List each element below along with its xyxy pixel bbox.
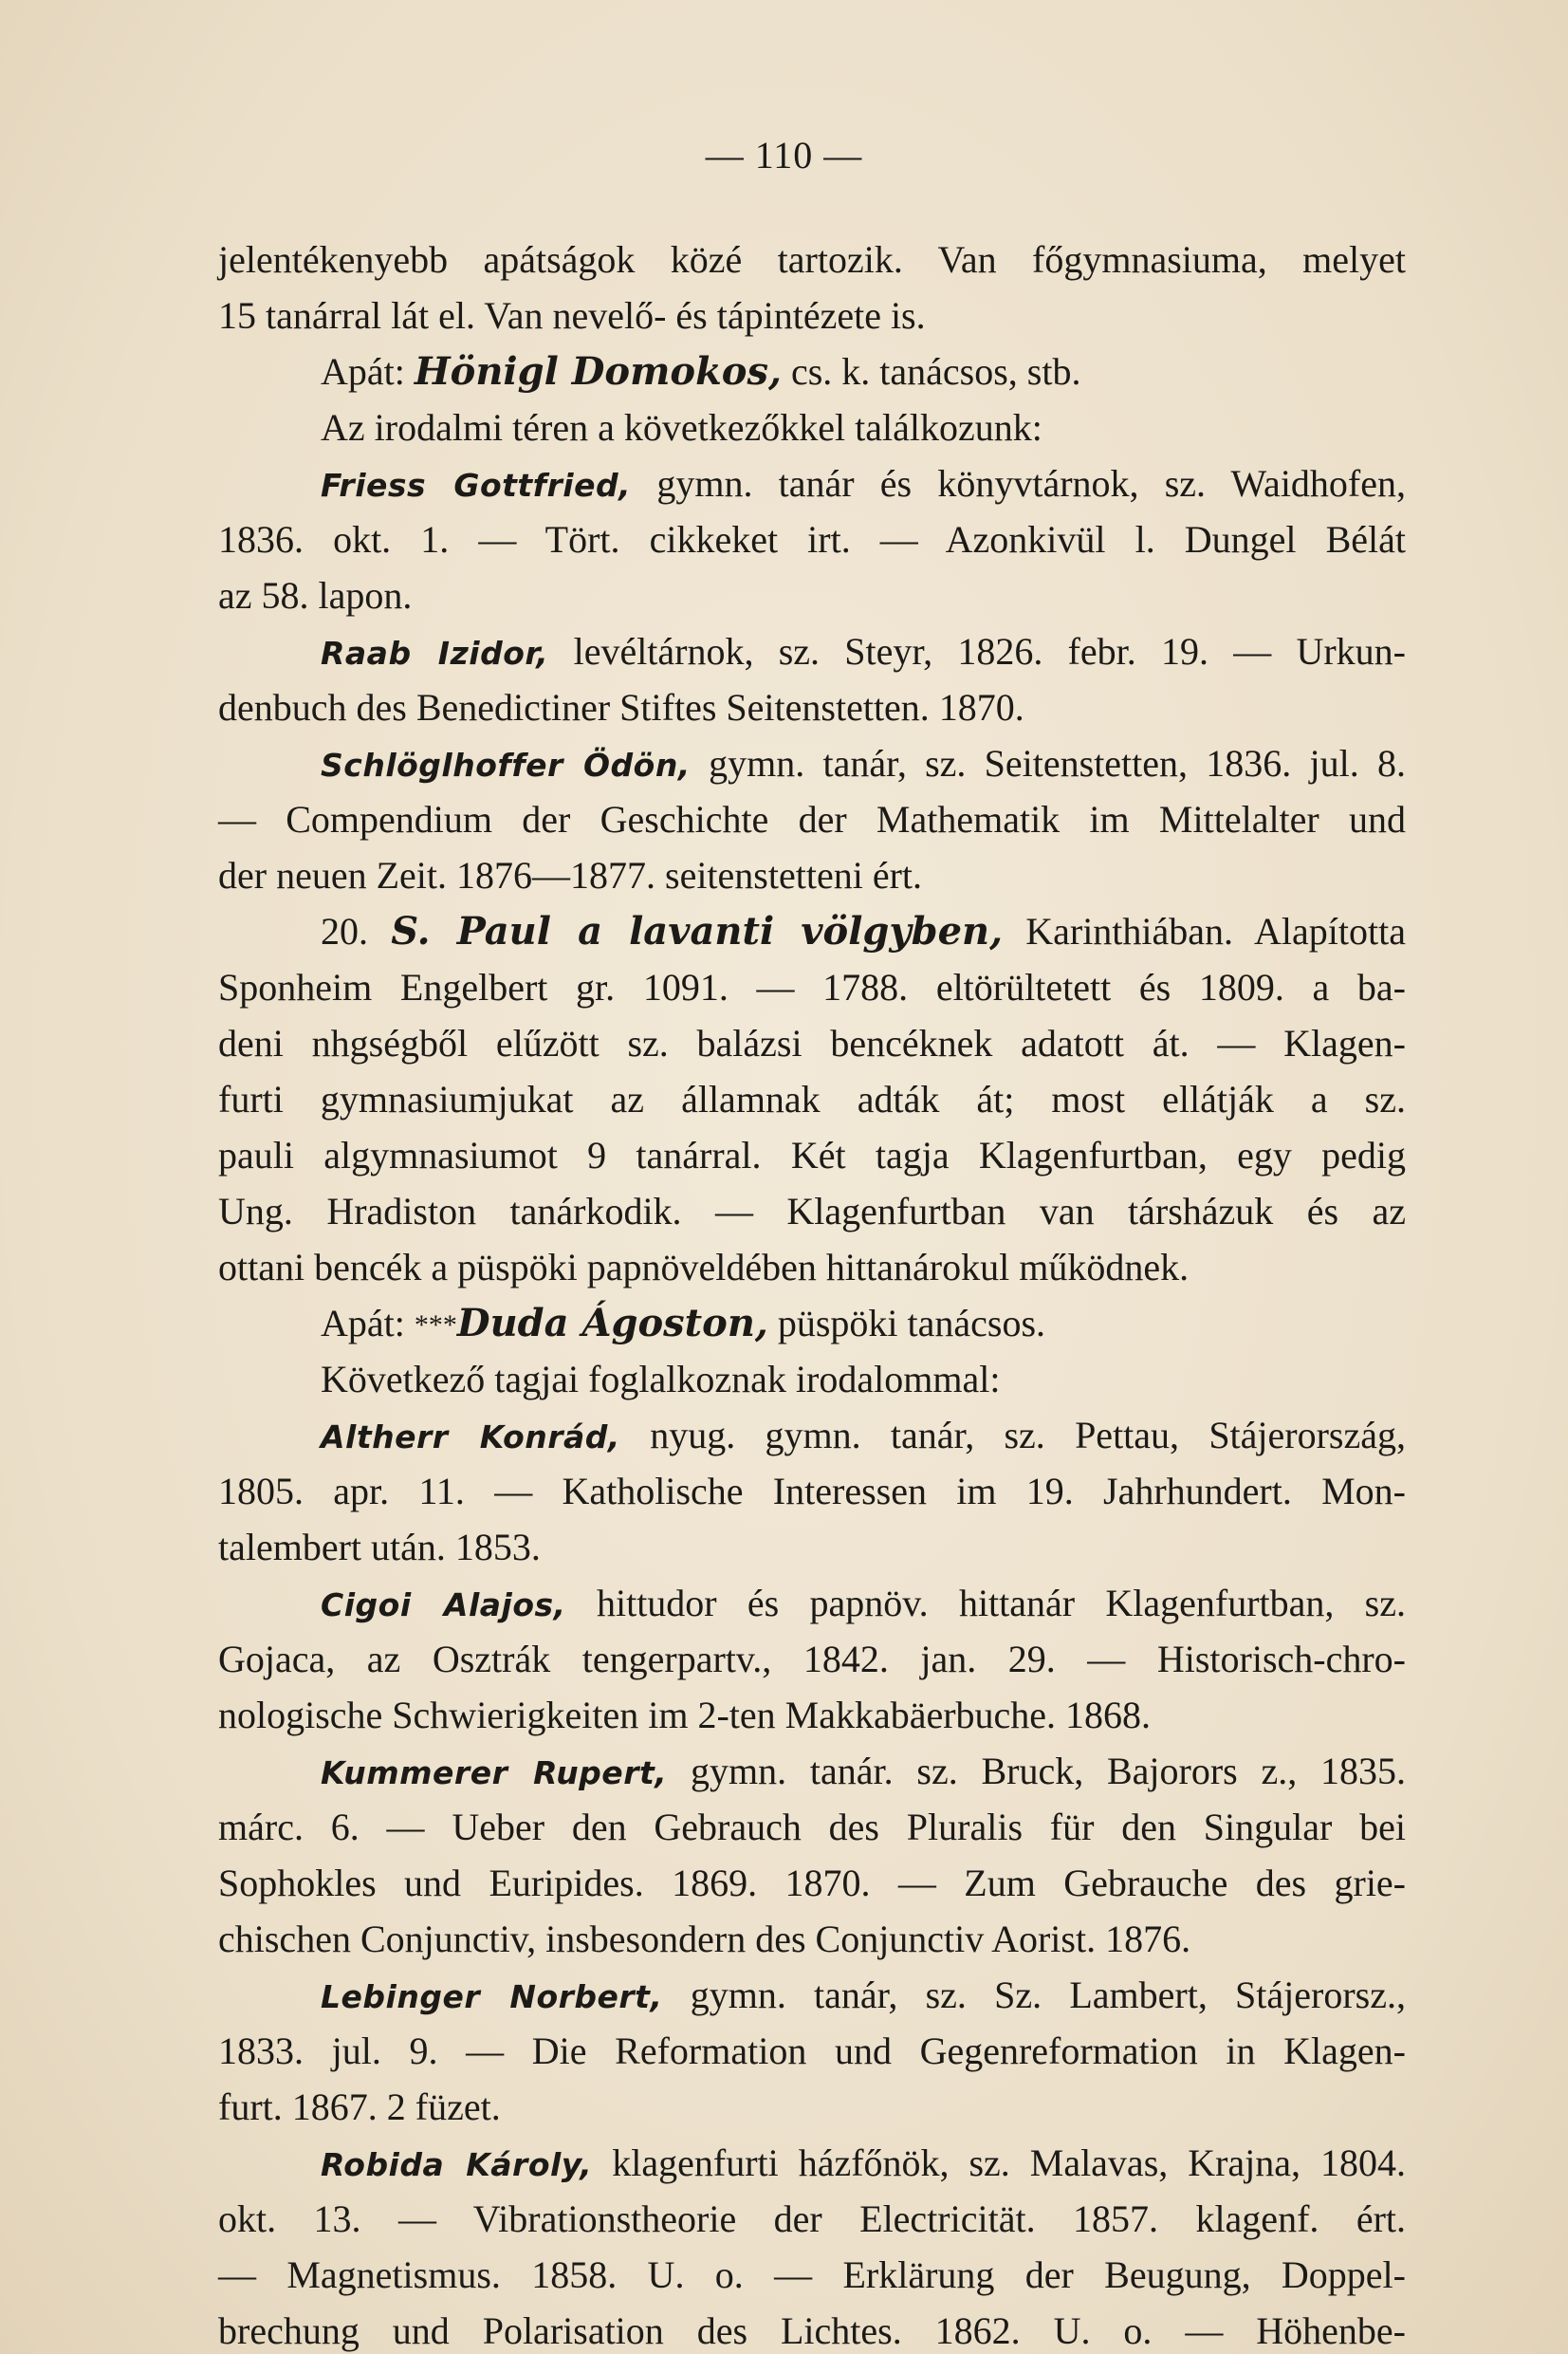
text-line: 15 tanárral lát el. Van nevelő- és tápintézete is.	[218, 294, 926, 337]
text-fragment: klagenfurti házfőnök, sz. Malavas, Krajna, 1804.	[592, 2141, 1406, 2184]
text-line: deni nhgségből elűzött sz. balázsi bencéknek adatott át. — Klagen-	[218, 1022, 1406, 1065]
entry-line	[218, 455, 1406, 511]
text-line: Sponheim Engelbert gr. 1091. — 1788. eltörültetett és 1809. a ba-	[218, 966, 1406, 1009]
text-fragment: gymn. tanár, sz. Seitenstetten, 1836. jul. 8.	[690, 742, 1406, 785]
author-name: Kummerer Rupert,	[321, 1754, 668, 1791]
entry-line	[218, 1407, 1406, 1463]
entry-line	[218, 623, 1406, 679]
text-line: ottani bencék a püspöki papnöveldében hittanárokul működnek.	[218, 1246, 1190, 1288]
entry-line	[218, 735, 1406, 791]
author-name: Robida Károly,	[321, 2146, 593, 2183]
text-line: talembert után. 1853.	[218, 1526, 541, 1568]
text-line: pauli algymnasiumot 9 tanárral. Két tagja Klagenfurtban, egy pedig	[218, 1134, 1406, 1177]
author-name: Raab Izidor,	[321, 635, 549, 672]
text-line: brechung und Polarisation des Lichtes. 1862. U. o. — Höhenbe-	[218, 2309, 1406, 2352]
text-line: denbuch des Benedictiner Stiftes Seitenstetten. 1870.	[218, 686, 1024, 729]
text-fragment: nyug. gymn. tanár, sz. Pettau, Stájerország,	[619, 1414, 1407, 1456]
section-title: S. Paul a lavanti völgyben,	[391, 909, 1004, 954]
text-fragment: hittudor és papnöv. hittanár Klagenfurtban, sz.	[565, 1582, 1407, 1624]
person-name: Duda Ágoston,	[456, 1301, 768, 1345]
text-line: Az irodalmi téren a következőkkel találkozunk:	[321, 406, 1042, 449]
text-line: chischen Conjunctiv, insbesondern des Conjunctiv Aorist. 1876.	[218, 1918, 1191, 1960]
text-line: der neuen Zeit. 1876—1877. seitenstetteni ért.	[218, 854, 923, 897]
text-fragment: Karinthiában. Alapította	[1003, 910, 1407, 953]
page-body	[218, 232, 1406, 2354]
text-fragment: cs. k. tanácsos, stb.	[781, 350, 1081, 393]
text-line: furt. 1867. 2 füzet.	[218, 2085, 501, 2128]
author-name: Altherr Konrád,	[321, 1418, 620, 1455]
text-line: 1805. apr. 11. — Katholische Interessen im 19. Jahrhundert. Mon-	[218, 1470, 1406, 1512]
page-number: — 110 —	[705, 134, 863, 176]
text-line: jelentékenyebb apátságok közé tartozik. Van főgymnasiuma, melyet	[218, 238, 1406, 281]
text-line: 1836. okt. 1. — Tört. cikkeket irt. — Azonkivül l. Dungel Bélát	[218, 518, 1406, 561]
section-number: 20.	[321, 910, 392, 953]
asterism: ***	[414, 1309, 457, 1341]
text-line: Ung. Hradiston tanárkodik. — Klagenfurtban van társházuk és az	[218, 1190, 1406, 1233]
text-fragment: gymn. tanár, sz. Sz. Lambert, Stájerorsz.,	[662, 1974, 1406, 2016]
label: Apát:	[321, 350, 415, 393]
text-line: márc. 6. — Ueber den Gebrauch des Pluralis für den Singular bei	[218, 1806, 1406, 1848]
text-fragment: püspöki tanácsos.	[767, 1302, 1046, 1344]
author-name: Friess Gottfried,	[321, 467, 632, 504]
text-fragment: gymn. tanár. sz. Bruck, Bajorors z., 1835.	[667, 1750, 1406, 1792]
text-line: — Magnetismus. 1858. U. o. — Erklärung der Beugung, Doppel-	[218, 2253, 1406, 2296]
text-line: az 58. lapon.	[218, 574, 413, 617]
abbot-line	[218, 343, 1406, 399]
author-name: Schlöglhoffer Ödön,	[321, 747, 691, 784]
text-fragment: gymn. tanár és könyvtárnok, sz. Waidhofen,	[631, 462, 1407, 505]
text-line: Gojaca, az Osztrák tengerpartv., 1842. jan. 29. — Historisch-chro-	[218, 1638, 1406, 1680]
text-line: Sophokles und Euripides. 1869. 1870. — Zum Gebrauche des grie-	[218, 1862, 1406, 1904]
entry-line	[218, 1743, 1406, 1799]
text-line: furti gymnasiumjukat az államnak adták át; most ellátják a sz.	[218, 1078, 1406, 1121]
label: Apát:	[321, 1302, 415, 1344]
text-line: nologische Schwierigkeiten im 2-ten Makkabäerbuche. 1868.	[218, 1694, 1152, 1736]
text-line: okt. 13. — Vibrationstheorie der Electricität. 1857. klagenf. ért.	[218, 2197, 1406, 2240]
text-fragment: levéltárnok, sz. Steyr, 1826. febr. 19. — Urkun-	[548, 630, 1406, 673]
section-heading-line	[218, 903, 1406, 959]
text-line: — Compendium der Geschichte der Mathematik im Mittelalter und	[218, 798, 1406, 841]
abbot-line	[218, 1295, 1406, 1351]
entry-line	[218, 1967, 1406, 2023]
author-name: Lebinger Norbert,	[321, 1978, 663, 2015]
person-name: Hönigl Domokos,	[414, 349, 782, 394]
author-name: Cigoi Alajos,	[321, 1586, 566, 1623]
text-line: 1833. jul. 9. — Die Reformation und Gegenreformation in Klagen-	[218, 2030, 1406, 2072]
text-line: Következő tagjai foglalkoznak irodalommal:	[321, 1358, 1001, 1400]
entry-line	[218, 2135, 1406, 2191]
entry-line	[218, 1575, 1406, 1631]
